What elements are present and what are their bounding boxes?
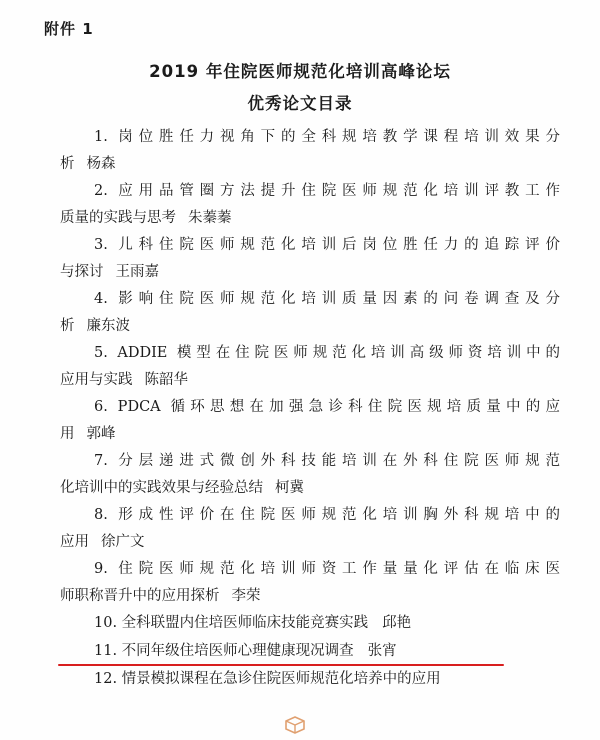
document-subtitle: 优秀论文目录 bbox=[247, 94, 353, 113]
paper-title-line1: 5. ADDIE 模型在住院医师规范化培训高级师资培训中的 bbox=[94, 345, 560, 361]
paper-author: 陈韶华 bbox=[144, 372, 188, 388]
paper-title-line2: 质量的实践与思考 bbox=[60, 210, 176, 226]
paper-title-line1: 4. 影响住院医师规范化培训质量因素的问卷调查及分 bbox=[94, 291, 560, 307]
list-item bbox=[60, 178, 560, 232]
paper-author: 徐广文 bbox=[101, 534, 145, 550]
document-title: 2019 年住院医师规范化培训高峰论坛 bbox=[149, 62, 451, 81]
list-item bbox=[60, 556, 560, 610]
paper-title-line2: 析 bbox=[60, 156, 75, 172]
paper-author: 杨森 bbox=[86, 156, 116, 172]
paper-title-line2: 应用与实践 bbox=[60, 372, 133, 388]
paper-title-line1: 1. 岗位胜任力视角下的全科规培教学课程培训效果分 bbox=[94, 129, 560, 145]
paper-list bbox=[60, 124, 560, 694]
paper-title-line2: 用 bbox=[60, 426, 75, 442]
paper-author: 邱艳 bbox=[382, 615, 412, 631]
list-item bbox=[60, 124, 560, 178]
paper-title-line2: 师职称晋升中的应用探析 bbox=[60, 588, 220, 604]
cube-logo-icon bbox=[284, 716, 306, 734]
paper-title-line1: 3. 儿科住院医师规范化培训后岗位胜任力的追踪评价 bbox=[94, 237, 560, 253]
paper-title: 10. 全科联盟内住培医师临床技能竞赛实践 bbox=[94, 615, 369, 631]
paper-author: 朱蓁蓁 bbox=[188, 210, 232, 226]
paper-title-line1: 2. 应用品管圈方法提升住院医师规范化培训评教工作 bbox=[94, 183, 560, 199]
list-item bbox=[60, 286, 560, 340]
paper-title-line1: 7. 分层递进式微创外科技能培训在外科住院医师规范 bbox=[94, 453, 560, 469]
paper-author: 郭峰 bbox=[86, 426, 116, 442]
list-item bbox=[60, 340, 560, 394]
paper-title: 12. 情景模拟课程在急诊住院医师规范化培养中的应用 bbox=[94, 671, 441, 687]
paper-author: 王雨嘉 bbox=[115, 264, 159, 280]
list-item bbox=[60, 666, 560, 694]
list-item bbox=[60, 502, 560, 556]
paper-title-line2: 化培训中的实践效果与经验总结 bbox=[60, 480, 263, 496]
paper-title-line1: 9. 住院医师规范化培训师资工作量量化评估在临床医 bbox=[94, 561, 560, 577]
paper-author: 柯冀 bbox=[275, 480, 304, 496]
paper-title-line2: 应用 bbox=[60, 534, 89, 550]
paper-title: 11. 不同年级住培医师心理健康现况调查 bbox=[94, 643, 354, 659]
paper-title-line2: 与探讨 bbox=[60, 264, 104, 280]
list-item bbox=[60, 232, 560, 286]
attachment-label: 附件 1 bbox=[44, 20, 94, 38]
red-underline-annotation bbox=[58, 664, 504, 666]
list-item bbox=[60, 448, 560, 502]
list-item bbox=[60, 394, 560, 448]
paper-author: 张宵 bbox=[367, 643, 397, 659]
paper-title-line2: 析 bbox=[60, 318, 75, 334]
list-item-highlighted bbox=[60, 638, 560, 666]
paper-title-line1: 6. PDCA 循环思想在加强急诊科住院医规培质量中的应 bbox=[94, 399, 560, 415]
list-item bbox=[60, 610, 560, 638]
paper-author: 李荣 bbox=[231, 588, 261, 604]
paper-author: 廉东波 bbox=[86, 318, 130, 334]
paper-title-line1: 8. 形成性评价在住院医师规范化培训胸外科规培中的 bbox=[94, 507, 560, 523]
